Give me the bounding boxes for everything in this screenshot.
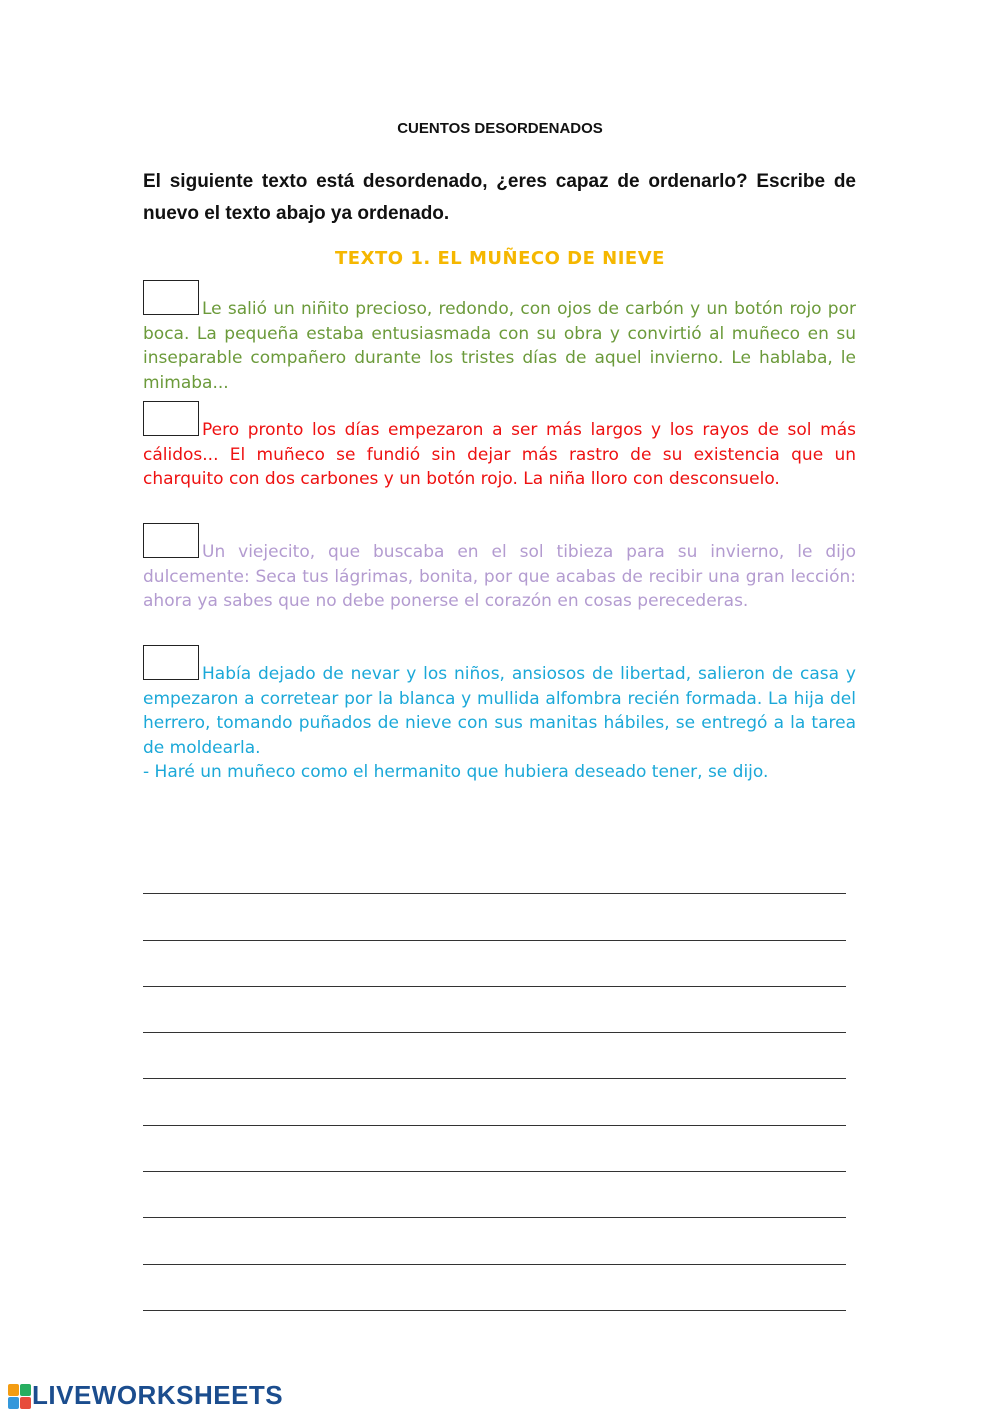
order-input-box-3[interactable]	[143, 523, 199, 558]
paragraph-3-text: Un viejecito, que buscaba en el sol tibieza para su invierno, le dijo dulcemente: Seca tus lágrimas, bonita, por que acabas de recibir una gran lección: ahora ya sabes que no debe ponerse el corazón en cosas perecederas.	[143, 542, 856, 612]
story-paragraph-1	[143, 280, 856, 395]
answer-line[interactable]	[143, 1265, 846, 1311]
answer-line[interactable]	[143, 1172, 846, 1218]
answer-line[interactable]	[143, 941, 846, 987]
answer-line[interactable]	[143, 1079, 846, 1125]
text-title: TEXTO 1. EL MUÑECO DE NIEVE	[335, 248, 665, 269]
answer-lines-area	[143, 848, 846, 1311]
brand-name: LIVEWORKSHEETS	[32, 1380, 284, 1410]
instructions-text: El siguiente texto está desordenado, ¿eres capaz de ordenarlo? Escribe de nuevo el texto abajo ya ordenado.	[143, 171, 856, 224]
paragraph-4-text: Había dejado de nevar y los niños, ansiosos de libertad, salieron de casa y empezaron a corretear por la blanca y mullida alfombra recién formada. La hija del herrero, tomando puñados de nieve con sus manitas hábiles, se entregó a la tarea de moldearla.	[143, 664, 856, 758]
answer-line[interactable]	[143, 987, 846, 1033]
story-paragraph-2	[143, 401, 856, 492]
footer-brand	[8, 1380, 283, 1411]
story-paragraph-4	[143, 645, 856, 785]
answer-line[interactable]	[143, 848, 846, 894]
document-heading: CUENTOS DESORDENADOS	[397, 120, 603, 137]
paragraph-4-continuation: - Haré un muñeco como el hermanito que hubiera deseado tener, se dijo.	[143, 762, 769, 783]
answer-line[interactable]	[143, 1126, 846, 1172]
paragraph-1-text: Le salió un niñito precioso, redondo, con ojos de carbón y un botón rojo por boca. La pequeña estaba entusiasmada con su obra y convirtió al muñeco en su inseparable compañero durante los tristes días de aquel invierno. Le hablaba, le mimaba...	[143, 299, 856, 393]
answer-line[interactable]	[143, 1033, 846, 1079]
story-paragraph-3	[143, 523, 856, 614]
answer-line[interactable]	[143, 1218, 846, 1264]
paragraph-2-text: Pero pronto los días empezaron a ser más largos y los rayos de sol más cálidos... El muñeco se fundió sin dejar más rastro de su existencia que un charquito con dos carbones y un botón rojo. La niña lloro con desconsuelo.	[143, 420, 856, 490]
order-input-box-1[interactable]	[143, 280, 199, 315]
order-input-box-4[interactable]	[143, 645, 199, 680]
answer-line[interactable]	[143, 894, 846, 940]
liveworksheets-logo-icon	[8, 1384, 30, 1408]
order-input-box-2[interactable]	[143, 401, 199, 436]
